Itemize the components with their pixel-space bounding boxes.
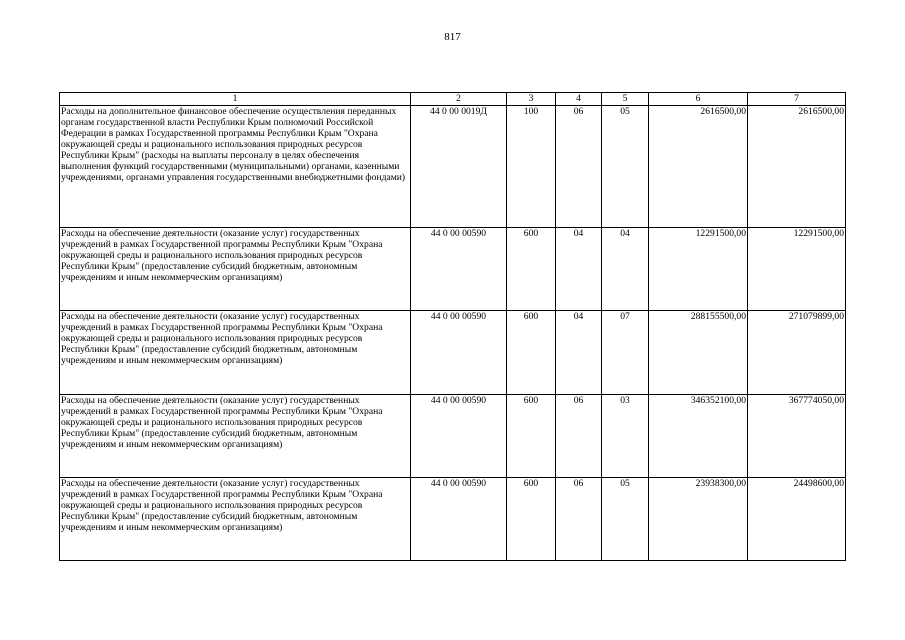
row-subsection: 05 — [602, 106, 649, 228]
row-subsection: 03 — [602, 395, 649, 478]
column-header: 2 — [411, 93, 507, 106]
row-subsection: 07 — [602, 311, 649, 395]
row-section: 04 — [556, 311, 602, 395]
column-header: 6 — [649, 93, 748, 106]
row-sum-col6: 2616500,00 — [649, 106, 748, 228]
column-header: 1 — [60, 93, 411, 106]
row-section: 06 — [556, 106, 602, 228]
row-section: 04 — [556, 228, 602, 311]
row-description: Расходы на дополнительное финансовое обеспечение осуществления переданных органам государственной власти Республики Крым полномочий Российской Федерации в рамках Государственной программы Республики Крым "Охрана окружающей среды и рационального использования природных ресурсов Республики Крым" (расходы на выплаты персоналу в целях обеспечения выполнения функций государственными (муниципальными) органами, казенными учреждениями, органами управления государственными внебюджетными фондами) — [60, 106, 411, 228]
column-header: 5 — [602, 93, 649, 106]
table-row — [60, 395, 846, 478]
row-description: Расходы на обеспечение деятельности (оказание услуг) государственных учреждений в рамках Государственной программы Республики Крым "Охрана окружающей среды и рационального использования природных ресурсов Республики Крым" (предоставление субсидий бюджетным, автономным учреждениям и иным некоммерческим организациям) — [60, 311, 411, 395]
table-row — [60, 478, 846, 561]
row-sum-col7: 12291500,00 — [748, 228, 846, 311]
row-sum-col6: 288155500,00 — [649, 311, 748, 395]
row-sum-col6: 12291500,00 — [649, 228, 748, 311]
row-sum-col7: 271079899,00 — [748, 311, 846, 395]
row-sum-col7: 2616500,00 — [748, 106, 846, 228]
row-code: 44 0 00 00590 — [411, 478, 507, 561]
table-row — [60, 228, 846, 311]
row-sum-col6: 23938300,00 — [649, 478, 748, 561]
table-row — [60, 106, 846, 228]
row-sum-col7: 24498600,00 — [748, 478, 846, 561]
row-description: Расходы на обеспечение деятельности (оказание услуг) государственных учреждений в рамках Государственной программы Республики Крым "Охрана окружающей среды и рационального использования природных ресурсов Республики Крым" (предоставление субсидий бюджетным, автономным учреждениям и иным некоммерческим организациям) — [60, 395, 411, 478]
row-code: 44 0 00 00590 — [411, 228, 507, 311]
row-code: 44 0 00 00590 — [411, 395, 507, 478]
row-code: 44 0 00 0019Д — [411, 106, 507, 228]
row-expense-type: 600 — [507, 228, 556, 311]
row-code: 44 0 00 00590 — [411, 311, 507, 395]
column-header: 3 — [507, 93, 556, 106]
table-row — [60, 311, 846, 395]
row-expense-type: 600 — [507, 311, 556, 395]
row-sum-col6: 346352100,00 — [649, 395, 748, 478]
page-number: 817 — [444, 31, 461, 43]
row-expense-type: 600 — [507, 478, 556, 561]
row-expense-type: 100 — [507, 106, 556, 228]
row-description: Расходы на обеспечение деятельности (оказание услуг) государственных учреждений в рамках Государственной программы Республики Крым "Охрана окружающей среды и рационального использования природных ресурсов Республики Крым" (предоставление субсидий бюджетным, автономным учреждениям и иным некоммерческим организациям) — [60, 478, 411, 561]
header-row — [60, 93, 846, 106]
budget-table — [59, 92, 846, 561]
row-expense-type: 600 — [507, 395, 556, 478]
row-section: 06 — [556, 395, 602, 478]
row-subsection: 05 — [602, 478, 649, 561]
row-section: 06 — [556, 478, 602, 561]
column-header: 7 — [748, 93, 846, 106]
row-description: Расходы на обеспечение деятельности (оказание услуг) государственных учреждений в рамках Государственной программы Республики Крым "Охрана окружающей среды и рационального использования природных ресурсов Республики Крым" (предоставление субсидий бюджетным, автономным учреждениям и иным некоммерческим организациям) — [60, 228, 411, 311]
row-subsection: 04 — [602, 228, 649, 311]
row-sum-col7: 367774050,00 — [748, 395, 846, 478]
column-header: 4 — [556, 93, 602, 106]
